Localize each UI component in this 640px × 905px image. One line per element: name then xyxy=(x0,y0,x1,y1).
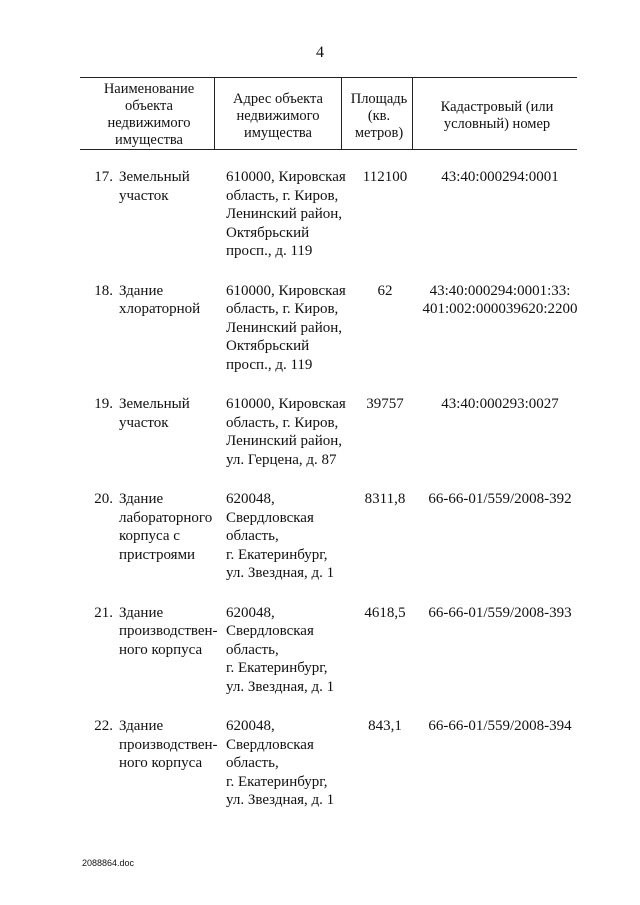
object-address: 620048, Свердловская область, г. Екатеринбург, ул. Звездная, д. 1 xyxy=(226,491,335,581)
row-number: 22. xyxy=(94,718,113,734)
object-address: 620048, Свердловская область, г. Екатеринбург, ул. Звездная, д. 1 xyxy=(226,604,335,695)
object-name: Здание лабораторного корпуса с пристроями xyxy=(119,491,213,563)
table-row xyxy=(80,490,580,583)
object-area: 112100 xyxy=(362,169,408,185)
row-number: 17. xyxy=(94,169,113,185)
header-area: Площадь (кв. метров) xyxy=(350,91,408,141)
cadastral-number: 66-66-01/559/2008-392 xyxy=(428,491,572,507)
table-row xyxy=(80,604,580,697)
cadastral-number: 43:40:000294:0001:33: 401:002:000039620:2200 xyxy=(422,282,578,317)
table-body xyxy=(80,168,580,831)
object-address: 610000, Кировская область, г. Киров, Ленинский район, Октябрьский просп., д. 119 xyxy=(226,282,346,373)
object-address: 610000, Кировская область, г. Киров, Ленинский район, ул. Герцена, д. 87 xyxy=(226,396,346,468)
row-number: 20. xyxy=(94,491,113,507)
table-top-rule xyxy=(80,77,577,78)
row-number: 18. xyxy=(94,282,113,299)
cadastral-number: 66-66-01/559/2008-393 xyxy=(428,604,572,621)
object-area: 4618,5 xyxy=(364,604,406,621)
object-name: Здание производствен- ного корпуса xyxy=(119,718,218,771)
object-name: Земельный участок xyxy=(119,396,190,431)
page-number: 4 xyxy=(316,44,324,61)
object-area: 62 xyxy=(377,282,393,299)
object-name: Земельный участок xyxy=(119,169,190,204)
object-address: 610000, Кировская область, г. Киров, Ленинский район, Октябрьский просп., д. 119 xyxy=(226,169,346,259)
table-row xyxy=(80,282,580,375)
header-address: Адрес объекта недвижимого имущества xyxy=(233,91,323,141)
object-address: 620048, Свердловская область, г. Екатеринбург, ул. Звездная, д. 1 xyxy=(226,718,335,808)
table-row xyxy=(80,395,580,469)
header-column-divider xyxy=(214,78,215,149)
cadastral-number: 43:40:000293:0027 xyxy=(441,396,559,412)
row-number: 19. xyxy=(94,396,113,412)
object-area: 39757 xyxy=(366,396,404,412)
object-area: 8311,8 xyxy=(364,491,406,507)
header-name: Наименование объекта недвижимого имущества xyxy=(103,81,195,148)
table-row xyxy=(80,717,580,810)
document-filename: 2088864.doc xyxy=(82,858,135,868)
object-name: Здание хлораторной xyxy=(119,282,201,317)
cadastral-number: 43:40:000294:0001 xyxy=(441,169,559,185)
header-cadastral: Кадастровый (или условный) номер xyxy=(440,99,554,132)
row-number: 21. xyxy=(94,604,113,621)
cadastral-number: 66-66-01/559/2008-394 xyxy=(428,718,572,734)
object-name: Здание производствен- ного корпуса xyxy=(119,604,218,658)
object-area: 843,1 xyxy=(368,718,402,734)
header-bottom-rule xyxy=(80,149,577,150)
table-row xyxy=(80,168,580,261)
